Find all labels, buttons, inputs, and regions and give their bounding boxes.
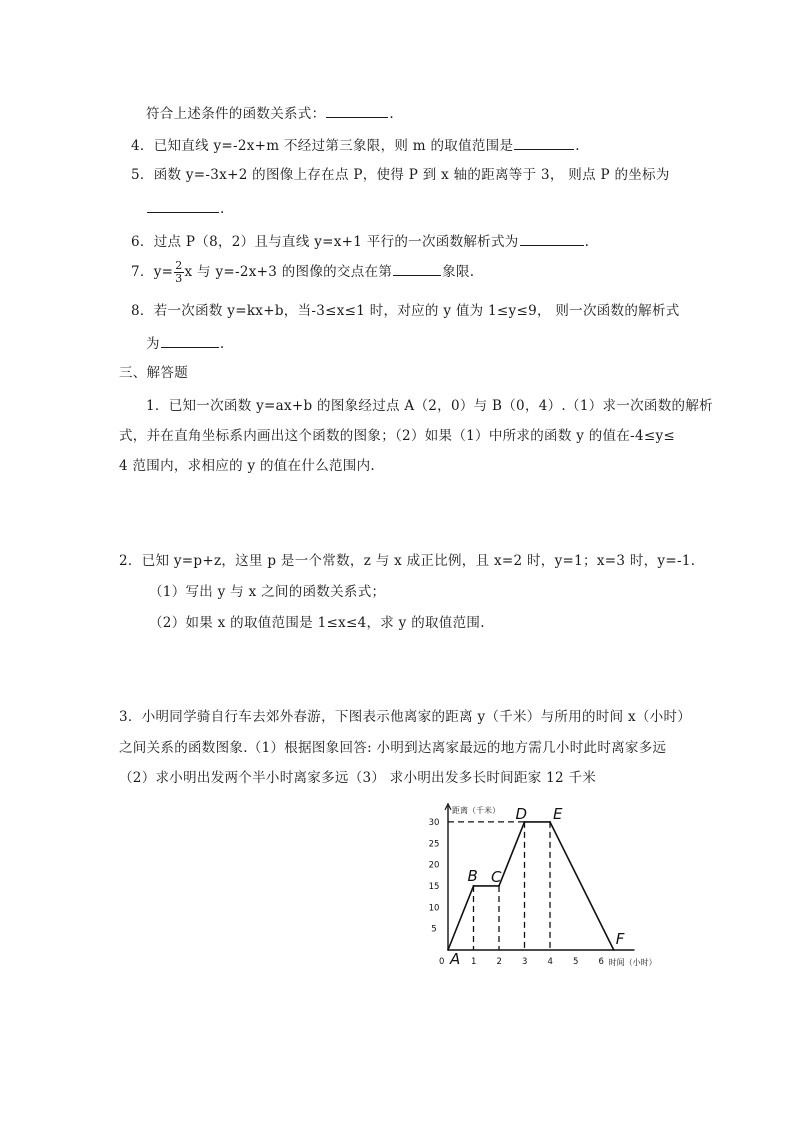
point-label-c: C	[491, 867, 502, 886]
problem-2-line-2: （1）写出 y 与 x 之间的函数关系式；	[149, 584, 386, 600]
x-tick-label: 0	[439, 957, 445, 967]
y-tick-label: 15	[428, 881, 440, 892]
x-axis-label: 时间（小时）	[608, 958, 657, 967]
question-5-answer-line: .	[146, 198, 225, 218]
point-label-d: D	[515, 804, 528, 823]
x-tick-label: 4	[547, 957, 553, 967]
answer-blank-q4[interactable]	[514, 135, 574, 150]
y-tick-label: 5	[431, 924, 437, 935]
problem-1-line-3: 4 范围内，求相应的 y 的值在什么范围内.	[119, 458, 375, 474]
data-point	[549, 821, 551, 823]
line-1-text: 符合上述条件的函数关系式：	[146, 106, 326, 122]
y-axis-label: 距离（千米）	[452, 805, 500, 815]
x-tick-label: 6	[598, 957, 604, 967]
answer-blank-q7[interactable]	[393, 261, 441, 276]
answer-blank-q5[interactable]	[147, 198, 219, 213]
problem-3-line-1: 3．小明同学骑自行车去郊外春游，下图表示他离家的距离 y（千米）与所用的时间 x（小时）	[119, 709, 692, 725]
section-heading: 三、解答题	[119, 365, 188, 381]
x-tick-label: 1	[471, 957, 477, 967]
problem-2-line-1: 2．已知 y=p+z，这里 p 是一个常数，z 与 x 成正比例，且 x=2 时，y=1；x=3 时，y=-1.	[119, 553, 696, 569]
problem-3-line-2: 之间关系的函数图象.（1）根据图象回答: 小明到达离家最远的地方需几小时此时离家多远	[119, 740, 667, 756]
fraction-two-thirds: $\frac{2}{3}$	[175, 259, 183, 285]
point-label-e: E	[553, 804, 563, 823]
data-point	[447, 949, 449, 951]
y-tick-label: 25	[428, 839, 440, 850]
question-6: 6．过点 P（8，2）且与直线 y=x+1 平行的一次函数解析式为 .	[131, 231, 589, 251]
problem-3-line-3: （2）求小明出发两个半小时离家多远（3） 求小明出发多长时间距家 12 千米	[119, 770, 597, 786]
question-7: 7．y= $\frac{2}{3}$ x 与 y=-2x+3 的图像的交点在第 象限.	[131, 259, 475, 285]
x-tick-label: 2	[496, 957, 502, 967]
x-tick-label: 3	[522, 957, 528, 967]
y-tick-label: 10	[428, 903, 440, 914]
question-4: 4．已知直线 y=-2x+m 不经过第三象限，则 m 的取值范围是 .	[131, 135, 580, 155]
distance-time-chart	[428, 800, 678, 970]
data-point	[473, 885, 475, 887]
question-5: 5．函数 y=-3x+2 的图像上存在点 P，使得 P 到 x 轴的距离等于 3， 则点 P 的坐标为	[131, 167, 670, 183]
answer-blank-q6[interactable]	[520, 231, 584, 246]
answer-blank-1[interactable]	[326, 103, 388, 118]
point-label-b: B	[467, 866, 478, 885]
data-point	[613, 949, 615, 951]
y-tick-label: 20	[428, 860, 440, 871]
x-tick-label: 5	[573, 957, 579, 967]
point-label-f: F	[615, 930, 625, 948]
question-8: 8．若一次函数 y=kx+b，当-3≤x≤1 时，对应的 y 值为 1≤y≤9， 则一次函数的解析式	[131, 303, 680, 319]
y-tick-label: 30	[428, 817, 440, 828]
problem-1-line-1: 1．已知一次函数 y=ax+b 的图象经过点 A（2，0）与 B（0，4）.（1）求一次函数的解析	[146, 398, 713, 414]
problem-1-line-2: 式，并在直角坐标系内画出这个函数的图象；（2）如果（1）中所求的函数 y 的值在-4≤y≤	[119, 428, 676, 444]
fill-in-line-1: 符合上述条件的函数关系式： .	[146, 103, 394, 123]
answer-blank-q8[interactable]	[161, 333, 219, 348]
question-8-answer-line: 为 .	[146, 333, 224, 353]
problem-2-line-3: （2）如果 x 的取值范围是 1≤x≤4，求 y 的取值范围.	[149, 615, 485, 631]
point-label-a: A	[450, 950, 461, 968]
